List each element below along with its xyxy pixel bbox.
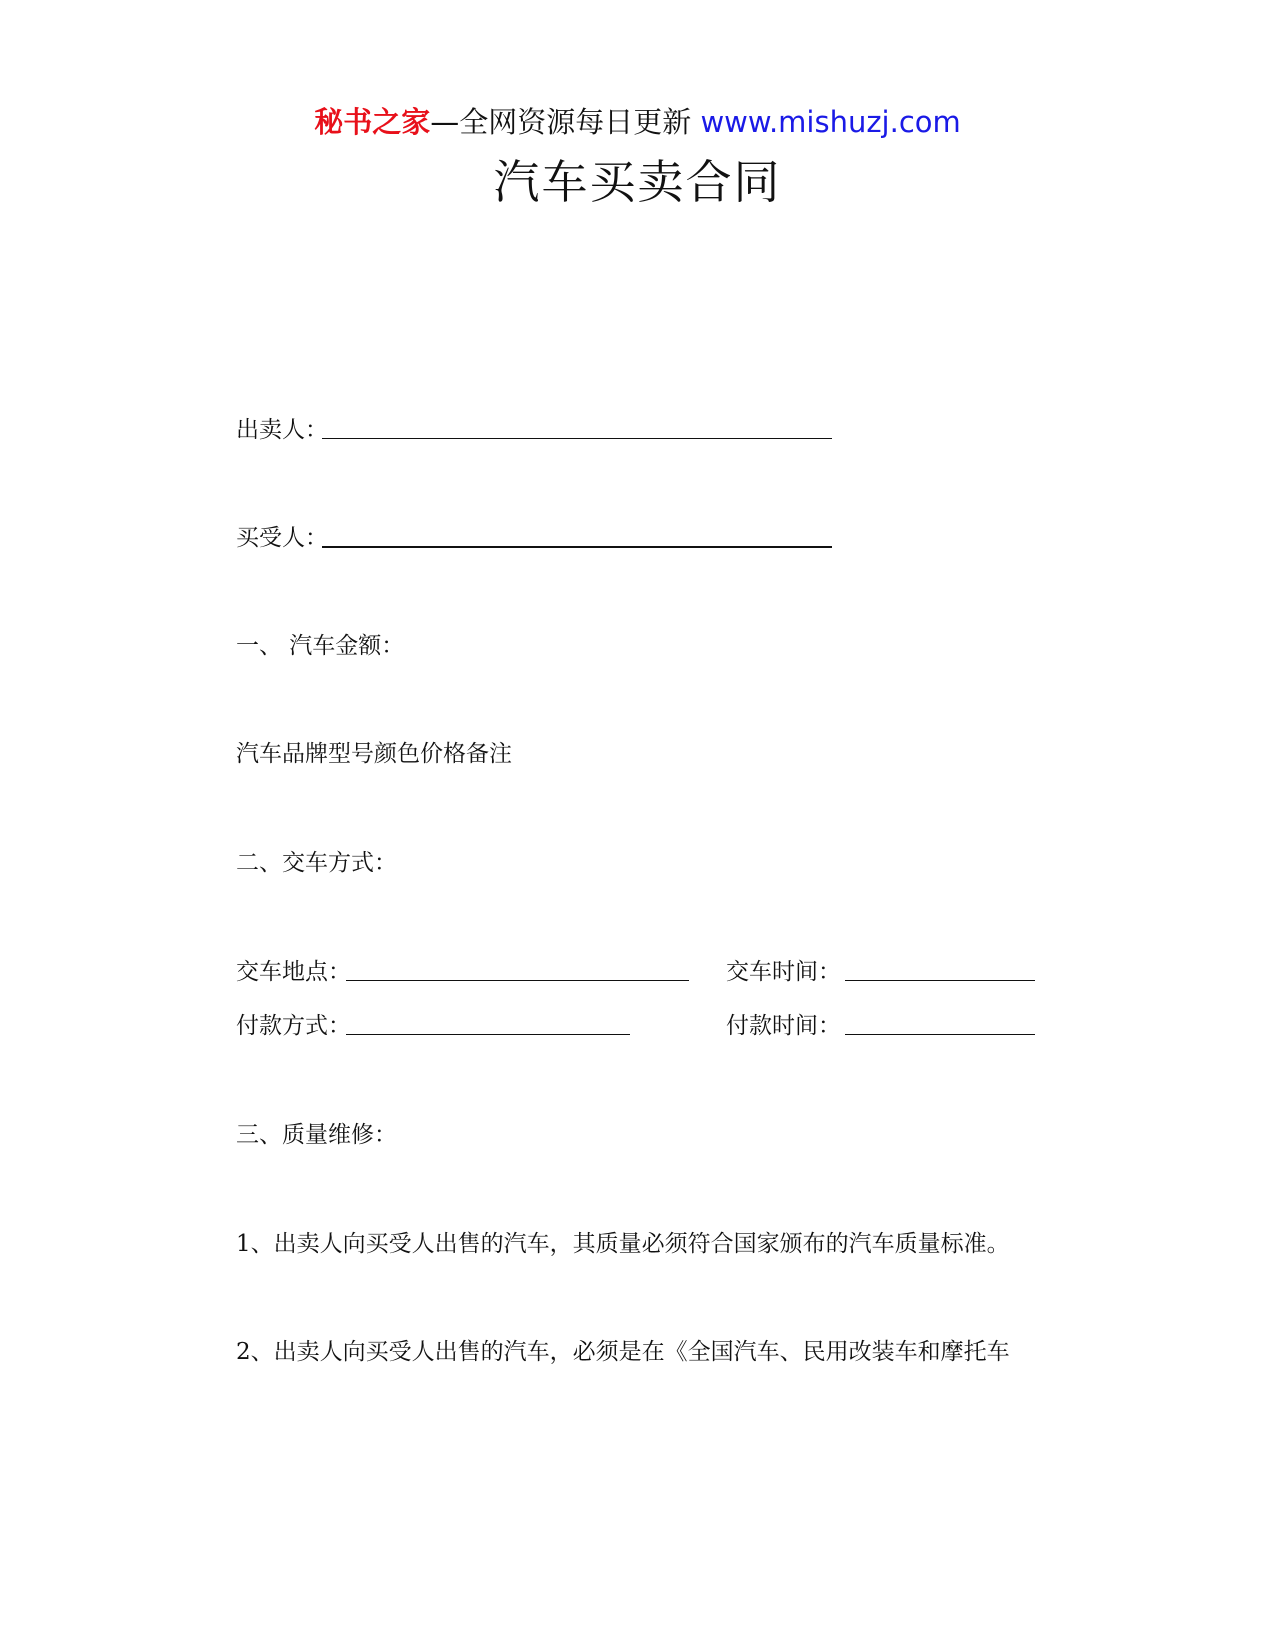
delivery-place-blank[interactable]	[346, 980, 689, 981]
document-title: 汽车买卖合同	[493, 155, 782, 209]
seller-label: 出卖人：	[236, 417, 328, 443]
section-1-heading: 一、 汽车金额：	[236, 633, 405, 659]
site-banner	[0, 102, 1275, 142]
payment-method-blank[interactable]	[346, 1034, 630, 1035]
section-1-columns: 汽车品牌型号颜色价格备注	[236, 741, 512, 767]
site-url[interactable]: www.mishuzj.com	[700, 105, 961, 139]
section-2-heading: 二、交车方式：	[236, 850, 397, 876]
clause-2: 2、出卖人向买受人出售的汽车，必须是在《全国汽车、民用改装车和摩托车	[236, 1339, 1010, 1365]
site-slogan: —全网资源每日更新	[430, 105, 692, 139]
buyer-blank[interactable]	[322, 546, 832, 548]
seller-blank[interactable]	[322, 438, 832, 439]
clause-1: 1、出卖人向买受人出售的汽车，其质量必须符合国家颁布的汽车质量标准。	[236, 1231, 1010, 1257]
delivery-place-label: 交车地点：	[236, 959, 351, 985]
section-3-heading: 三、质量维修：	[236, 1122, 397, 1148]
payment-time-blank[interactable]	[845, 1034, 1035, 1035]
delivery-time-label: 交车时间：	[726, 959, 841, 985]
delivery-time-blank[interactable]	[845, 980, 1035, 981]
buyer-label: 买受人：	[236, 525, 328, 551]
brand-name: 秘书之家	[314, 105, 431, 139]
payment-method-label: 付款方式：	[236, 1013, 351, 1039]
payment-time-label: 付款时间：	[726, 1013, 841, 1039]
